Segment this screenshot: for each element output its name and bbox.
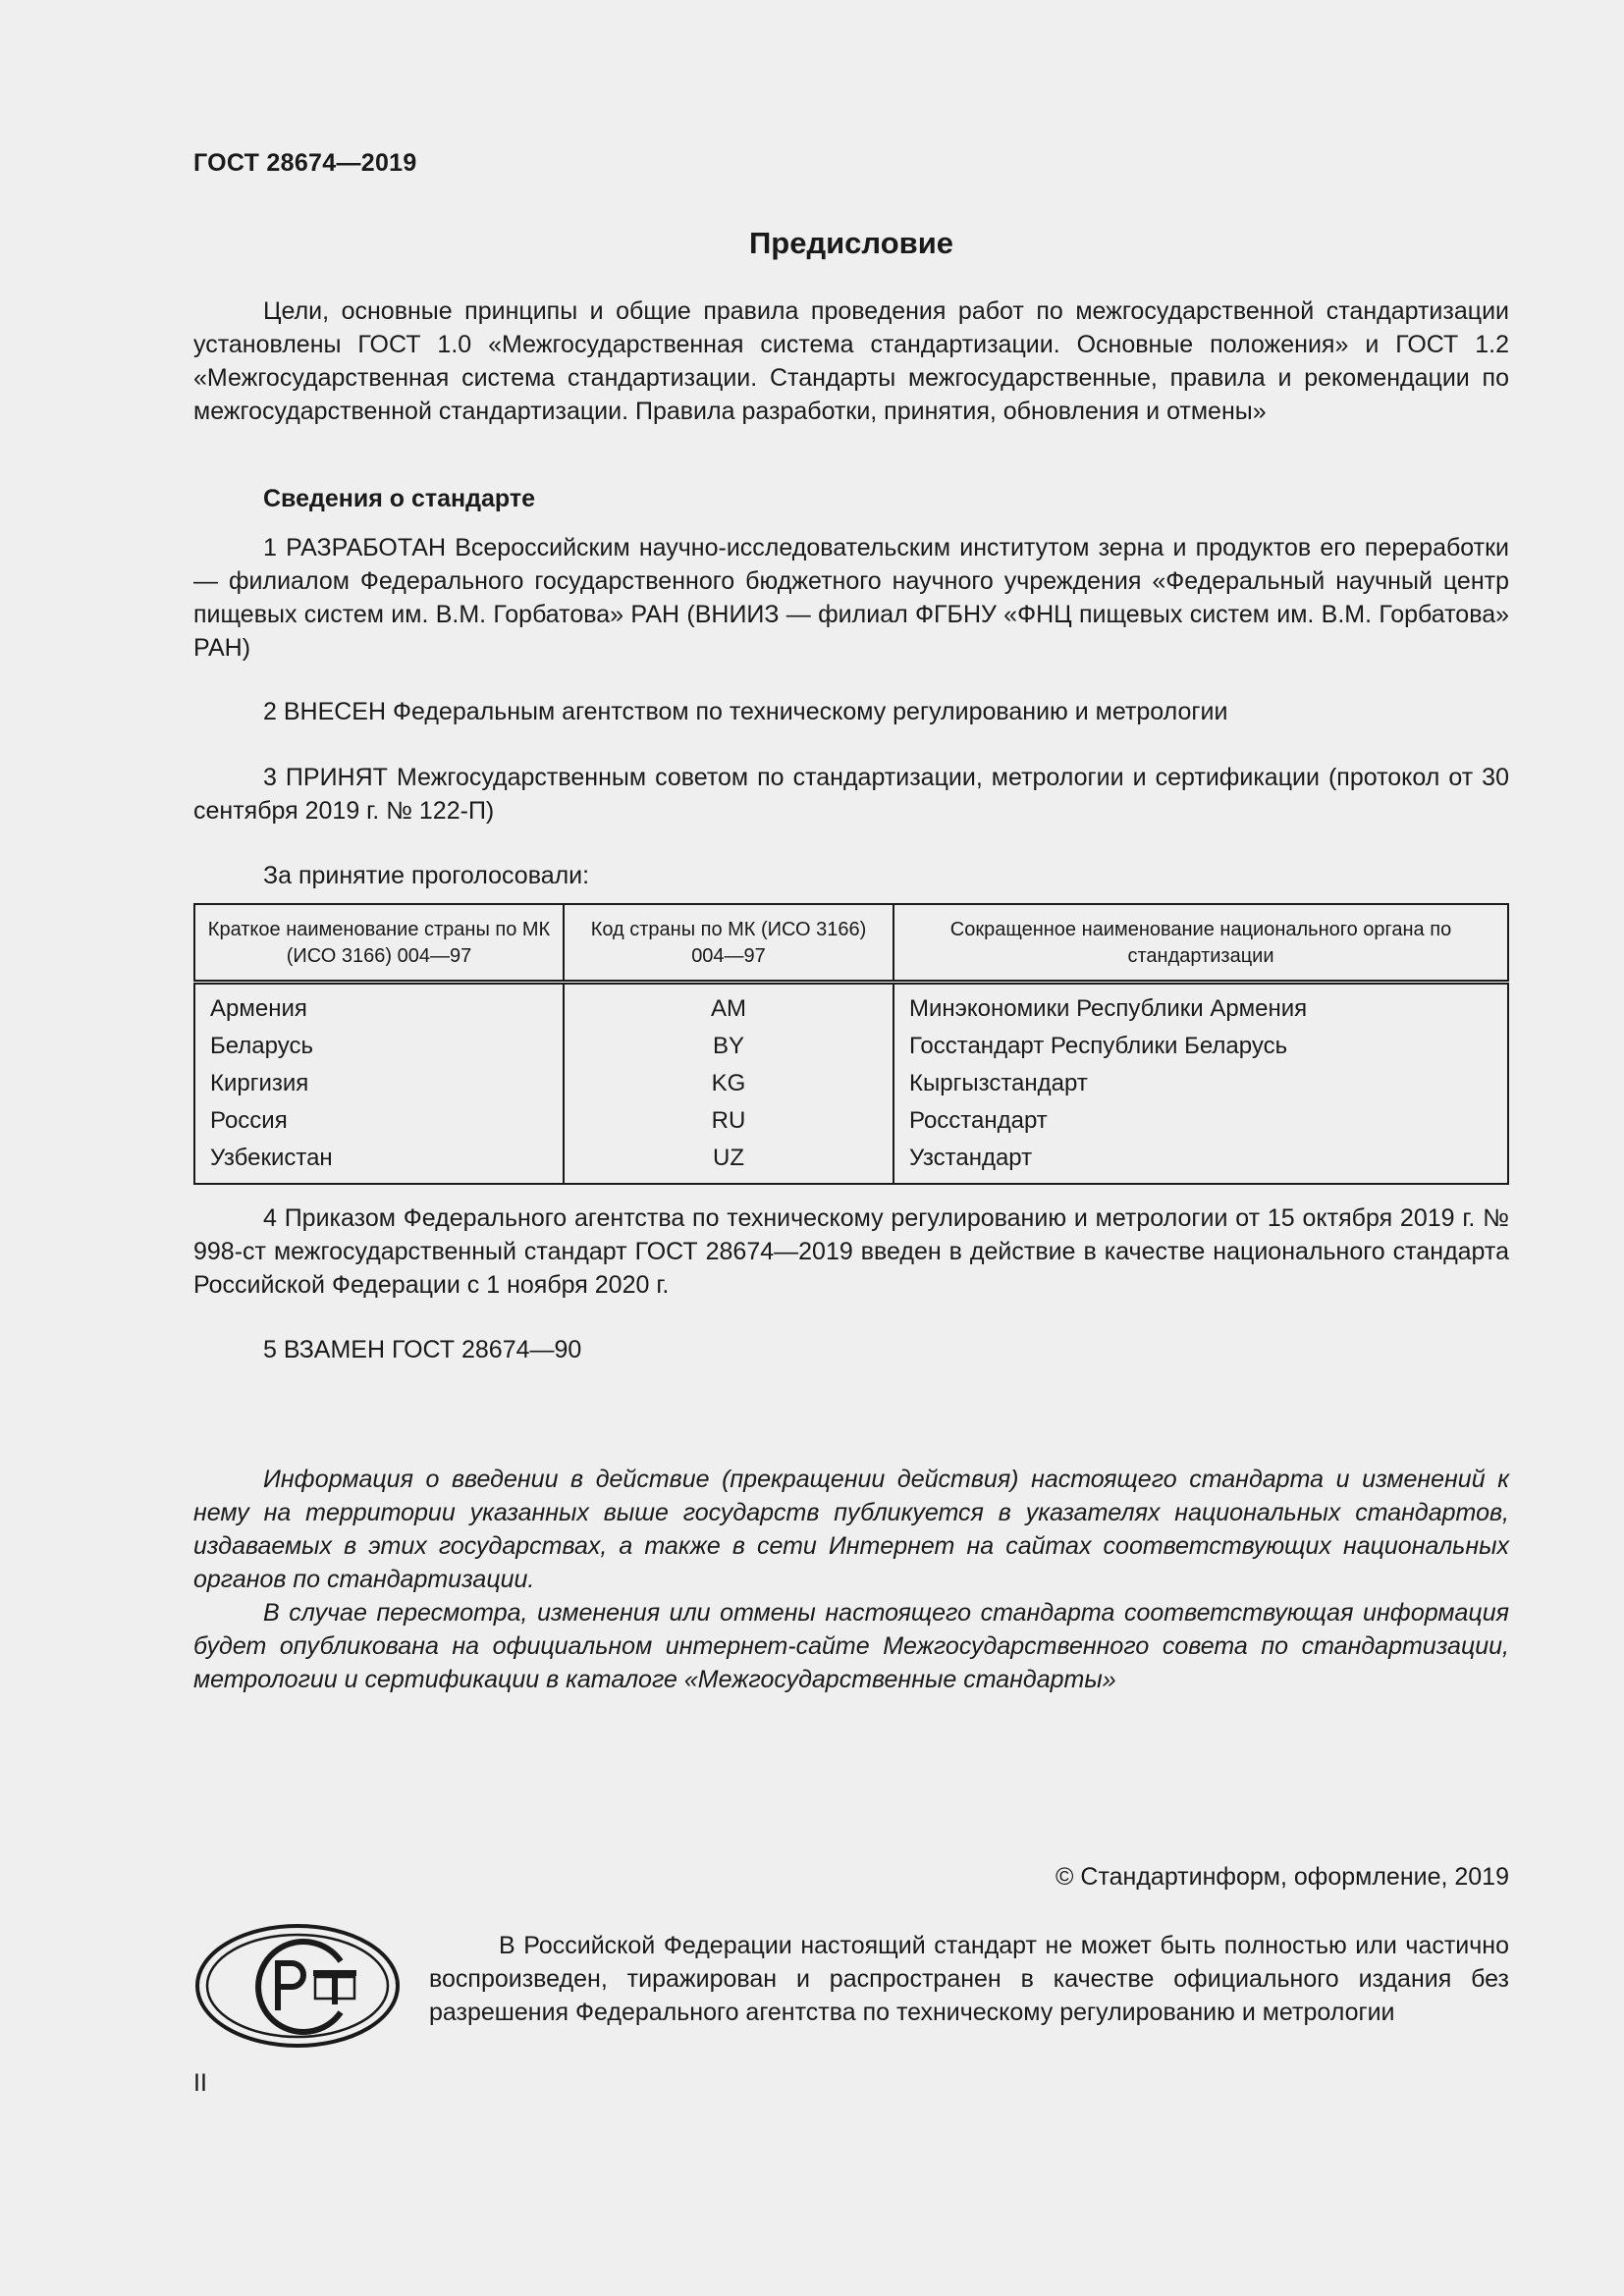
table-row bbox=[194, 1140, 1508, 1184]
cell-country: Узбекистан bbox=[194, 1140, 564, 1184]
cell-country: Киргизия bbox=[194, 1065, 564, 1102]
item-introduced-section bbox=[193, 695, 1509, 728]
cell-body: Минэкономики Республики Армения bbox=[909, 995, 1308, 1022]
cell-body: Узстандарт bbox=[909, 1145, 1033, 1171]
document-code: ГОСТ 28674—2019 bbox=[193, 149, 417, 177]
cell-body: Госстандарт Республики Беларусь bbox=[909, 1033, 1288, 1059]
table-row bbox=[194, 1102, 1508, 1140]
notice-paragraph-1: Информация о введении в действие (прекращении действия) настоящего стандарта и изменений к нему на территории указанных выше государств публикуется в указателях национальных стандартов, издаваемых в этих государствах, а также в сети Интернет на сайтах соответствующих национальных органов по стандартизации. bbox=[193, 1466, 1509, 1593]
item-replaced-section bbox=[193, 1333, 1509, 1366]
item-adopted-section bbox=[193, 761, 1509, 828]
table-header-body: Сокращенное наименование национального органа по стандартизации bbox=[949, 919, 1452, 967]
cell-code: BY bbox=[564, 1028, 893, 1065]
item-adopted: 3 ПРИНЯТ Межгосударственным советом по стандартизации, метрологии и сертификации (протокол от 30 сентября 2019 г. № 122-П) bbox=[193, 764, 1509, 825]
table-row bbox=[194, 1028, 1508, 1065]
cell-country: Армения bbox=[194, 983, 564, 1029]
table-header-country: Краткое наименование страны по МК (ИСО 3166) 004—97 bbox=[194, 904, 564, 983]
intro-paragraph: Цели, основные принципы и общие правила проведения работ по межгосударственной стандартизации установлены ГОСТ 1.0 «Межгосударственная система стандартизации. Основные положения» и ГОСТ 1.2 «Межгосударственная система стандартизации. Стандарты межгосударственные, правила и рекомендации по межгосударственной стандартизации. Правила разработки, принятия, обновления и отмены» bbox=[193, 297, 1509, 425]
rights-section bbox=[429, 1929, 1509, 2029]
item-developed-section bbox=[193, 531, 1509, 665]
table-header-code: Код страны по МК (ИСО 3166) 004—97 bbox=[564, 904, 893, 983]
item-replaced: 5 ВЗАМЕН ГОСТ 28674—90 bbox=[263, 1336, 582, 1363]
pct-certification-mark-icon bbox=[193, 1922, 402, 2050]
cell-country: Беларусь bbox=[194, 1028, 564, 1065]
item-order: 4 Приказом Федерального агентства по техническому регулированию и метрологии от 15 октября 2019 г. № 998-ст межгосударственный стандарт ГОСТ 28674—2019 введен в действие в качестве национального стандарта Российской Федерации с 1 ноября 2020 г. bbox=[193, 1204, 1509, 1299]
table-row bbox=[194, 983, 1508, 1029]
voted-label-section bbox=[193, 859, 1509, 892]
intro-section bbox=[193, 294, 1509, 428]
cell-code: AM bbox=[564, 983, 893, 1029]
voting-table bbox=[193, 903, 1509, 1185]
cell-body: Росстандарт bbox=[909, 1107, 1048, 1134]
notice-section bbox=[193, 1463, 1509, 1696]
item-order-section bbox=[193, 1201, 1509, 1302]
info-heading: Сведения о стандарте bbox=[263, 485, 536, 512]
table-row bbox=[194, 1065, 1508, 1102]
cell-code: UZ bbox=[564, 1140, 893, 1184]
cell-code: KG bbox=[564, 1065, 893, 1102]
notice-paragraph-2: В случае пересмотра, изменения или отмены настоящего стандарта соответствующая информация будет опубликована на официальном интернет-сайте Межгосударственного совета по стандартизации, метрологии и сертификации в каталоге «Межгосударственные стандарты» bbox=[193, 1599, 1509, 1693]
page-title: Предисловие bbox=[748, 226, 953, 260]
cell-country: Россия bbox=[194, 1102, 564, 1140]
item-introduced: 2 ВНЕСЕН Федеральным агентством по техническому регулированию и метрологии bbox=[263, 698, 1228, 725]
copyright-line: © Стандартинформ, оформление, 2019 bbox=[1056, 1863, 1509, 1891]
item-developed: 1 РАЗРАБОТАН Всероссийским научно-исследовательским институтом зерна и продуктов его переработки — филиалом Федерального государственного бюджетного научного учреждения «Федеральный научный центр пищевых систем им. В.М. Горбатова» РАН (ВНИИЗ — филиал ФГБНУ «ФНЦ пищевых систем им. В.М. Горбатова» РАН) bbox=[193, 534, 1509, 662]
page-number: II bbox=[193, 2069, 207, 2097]
cell-body: Кыргызстандарт bbox=[909, 1070, 1088, 1096]
rights-paragraph: В Российской Федерации настоящий стандарт не может быть полностью или частично воспроизведен, тиражирован и распространен в качестве официального издания без разрешения Федерального агентства по техническому регулированию и метрологии bbox=[429, 1932, 1509, 2026]
table-header-row bbox=[194, 904, 1508, 983]
cell-code: RU bbox=[564, 1102, 893, 1140]
voted-label: За принятие проголосовали: bbox=[263, 862, 590, 889]
